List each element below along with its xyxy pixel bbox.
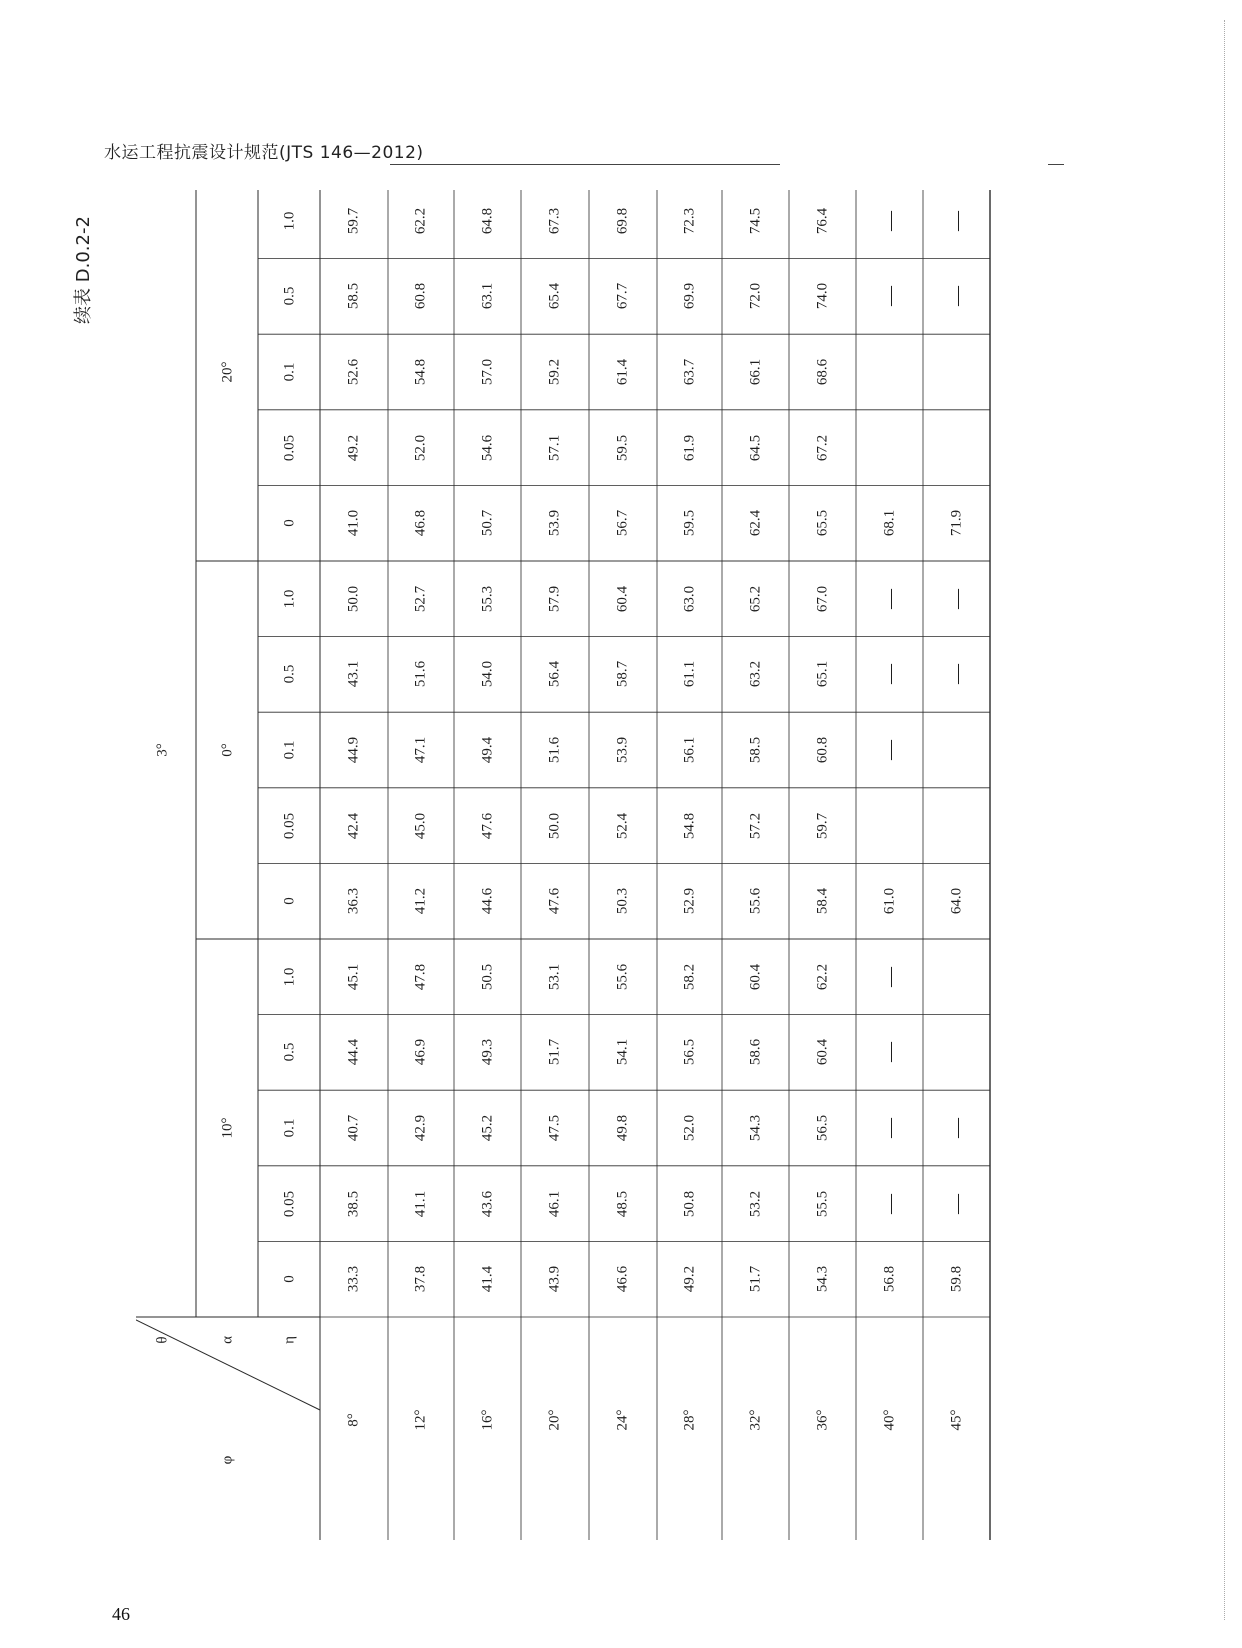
scan-edge-line xyxy=(1224,20,1225,1620)
header-rule-short xyxy=(1048,164,1064,165)
header-rule xyxy=(390,164,780,165)
table-caption: 续表 D.0.2-2 xyxy=(73,216,94,324)
data-table: θ α η φ 3° 10° 0° 20° 0 0.05 0.1 0.5 1.0 0 0.05 0.1 0.5 1.0 0 0.05 0.1 0.5 1.0 8° 12° 16° 20° 24° 28° 32° 36° 40° 45° 33.3 38.5 40.7 44.4 45.1 36.3 42.4 44.9 43.1 50.0 41.0 49.2 52.6 58.5 59.7 37.8 41.1 42.9 46.9 47.8 41.2 45.0 47.1 51.6 52.7 46.8 52.0 54.8 60.8 62.2 41.4 43.6 45.2 49.3 50.5 44.6 47.6 49.4 54.0 55.3 50.7 54.6 57.0 63.1 64.8 43.9 46.1 47.5 51.7 53.1 47.6 50.0 51.6 56.4 57.9 53.9 57.1 59.2 65.4 67.3 46.6 48.5 49.8 54.1 55.6 50.3 52.4 53.9 58.7 60.4 56.7 59.5 61.4 67.7 69.8 49.2 50.8 52.0 56.5 58.2 52.9 54.8 56.1 61.1 63.0 59.5 61.9 63.7 69.9 72.3 51.7 53.2 54.3 58.6 60.4 55.6 57.2 58.5 63.2 65.2 62.4 64.5 66.1 72.0 74.5 54.3 55.5 56.5 60.4 62.2 58.4 59.7 60.8 65.1 67.0 65.5 67.2 68.6 74.0 76.4 56.8 — — — — 61.0 — — — 68.1 — — 59.8 — — 64.0 — — 71.9 — — xyxy=(136,190,1169,1600)
table-grid-lines xyxy=(136,190,1169,1600)
running-head-title: 水运工程抗震设计规范(JTS 146—2012) xyxy=(104,143,424,163)
page-number: 46 xyxy=(112,1604,130,1624)
stub-diagonal-rule xyxy=(136,1317,320,1410)
